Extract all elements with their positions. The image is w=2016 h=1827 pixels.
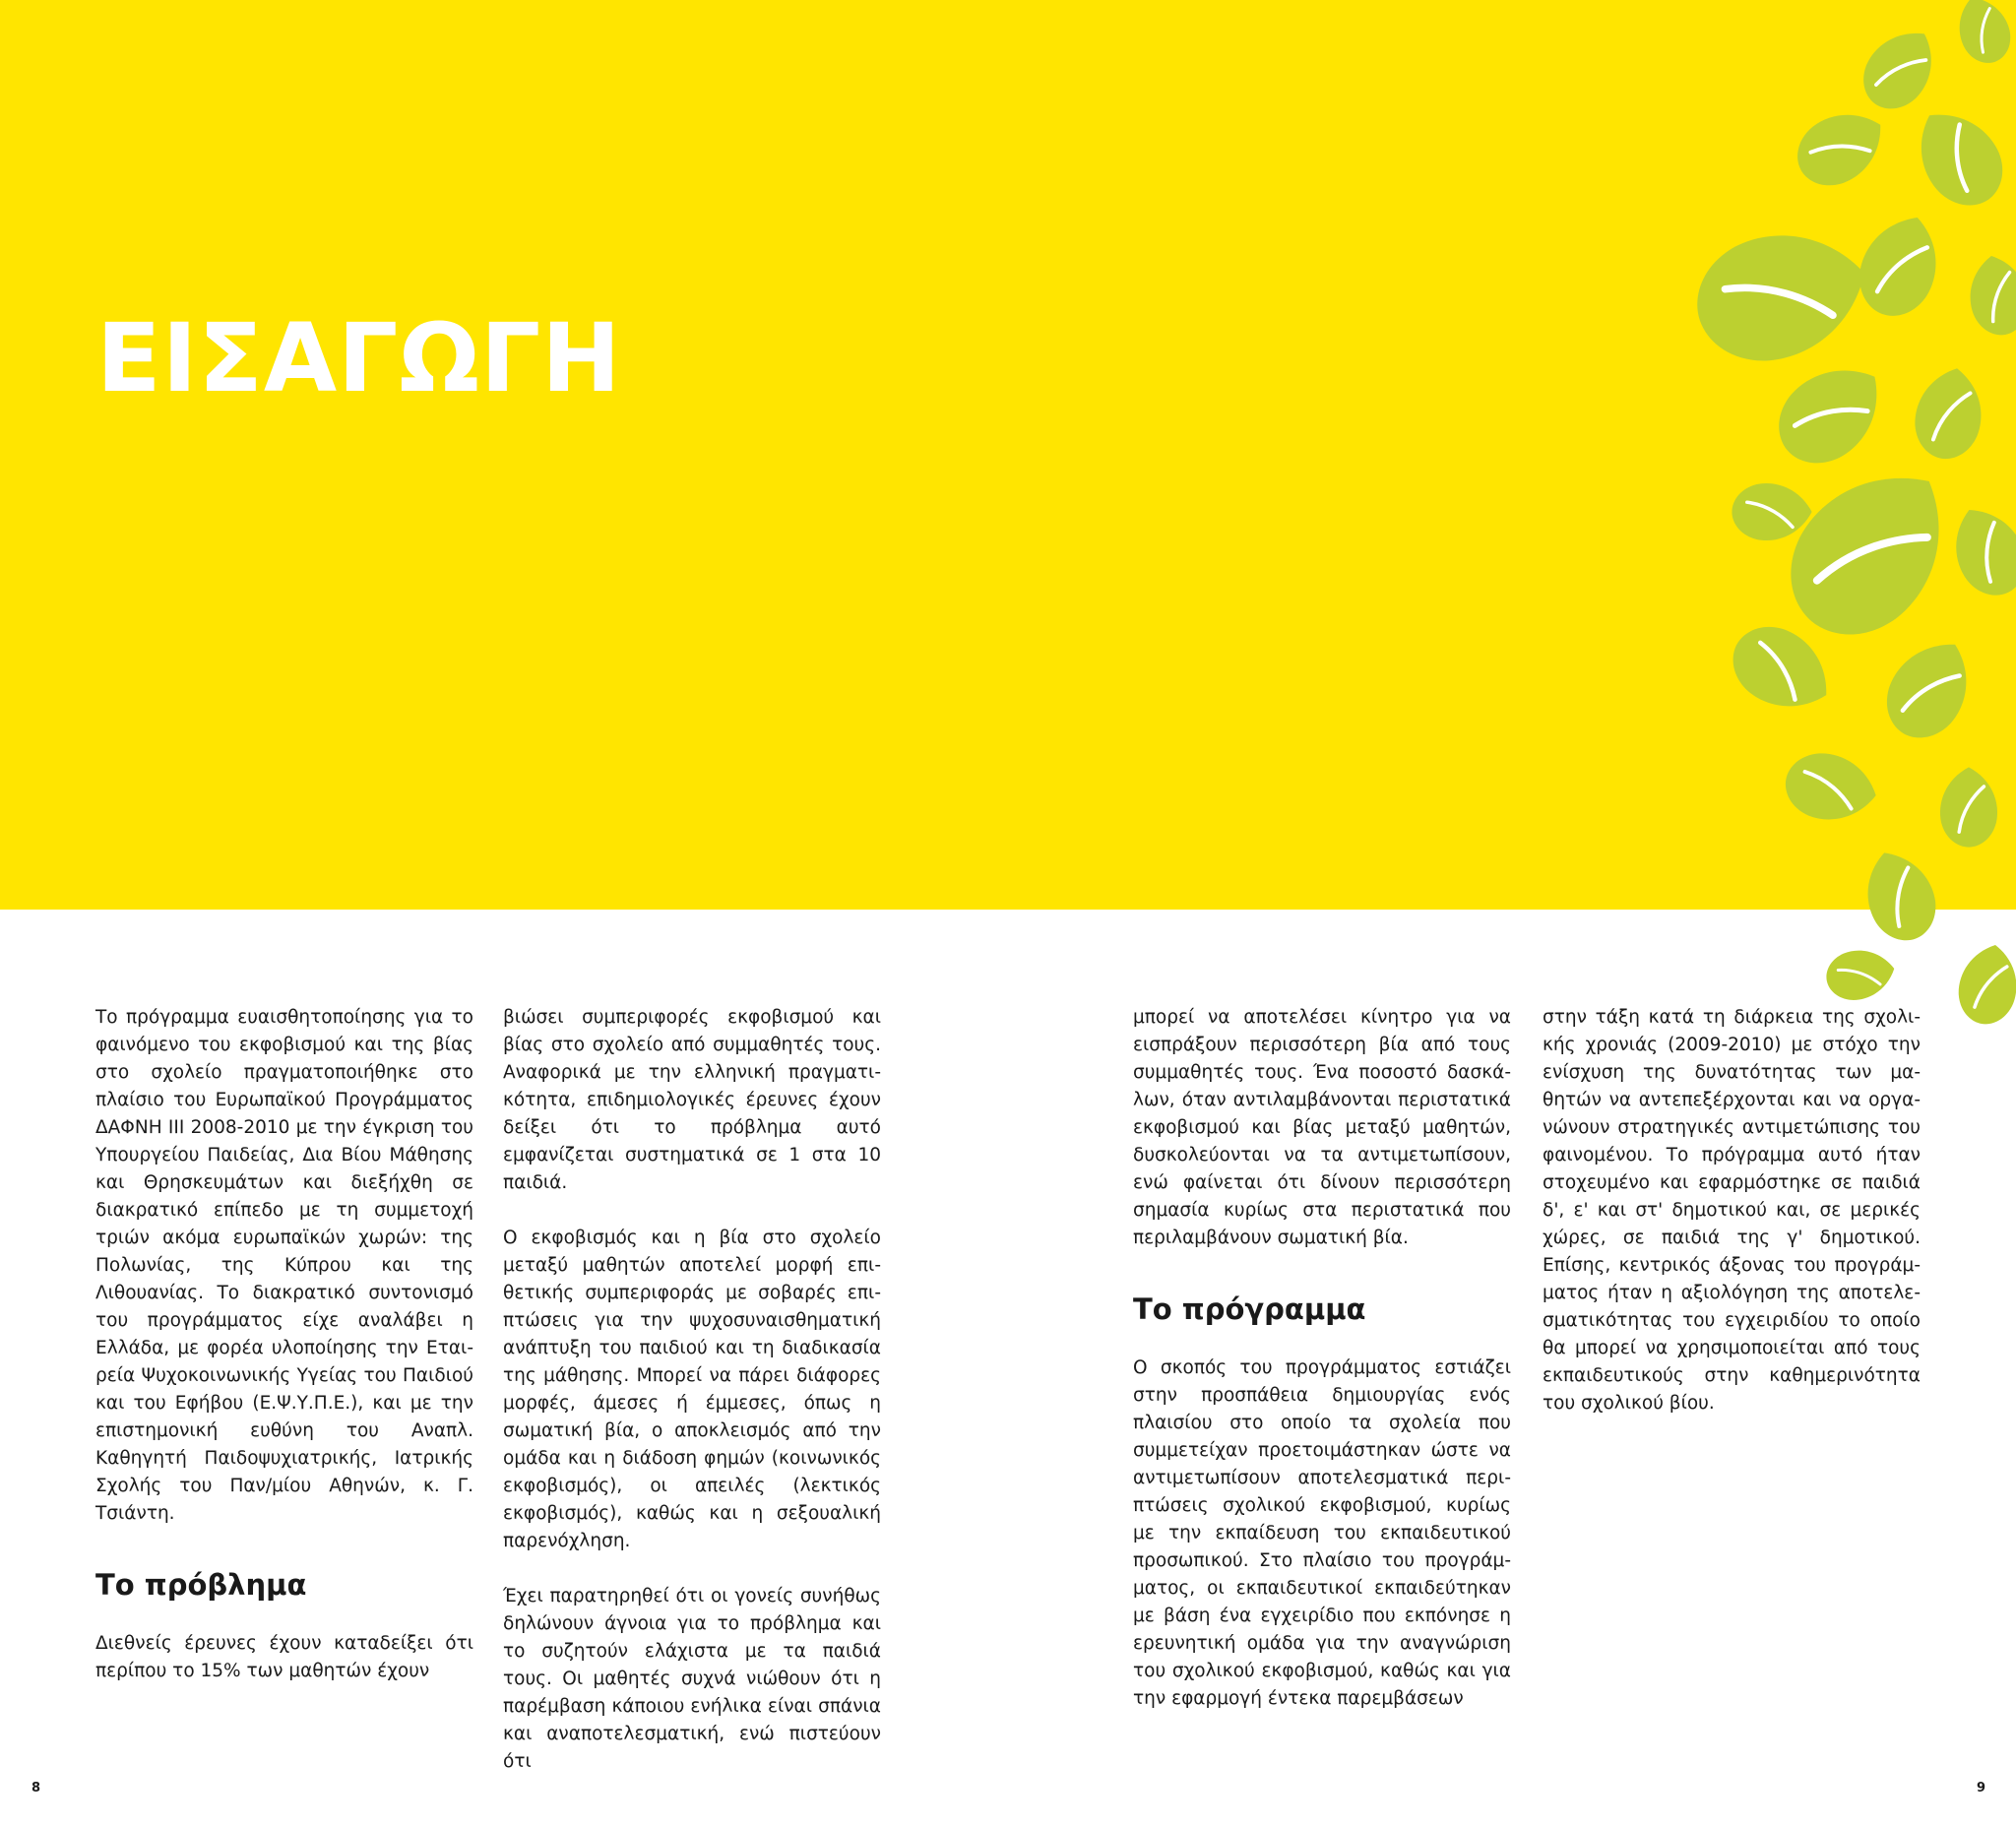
body-paragraph: βιώσει συμπεριφορές εκφοβισμού και βίας στο σχολείο από συμμαθητές τους. Αναφορικά με την ελληνική πραγματικότητα, επιδημιολογικές έρευνες έχουν δείξει ότι το πρόβλημα αυτό εμφανίζεται συστηματικά σε 1 στα 10 παιδιά.: [503, 1007, 881, 1193]
leaf-shape: [1822, 944, 1898, 1004]
body-paragraph: Έχει παρατηρηθεί ότι οι γονείς συνήθως δηλώνουν άγνοια για το πρόβλημα και το συζητούν ελάχιστα με τα παιδιά τους. Οι μαθητές συχνά νιώθουν ότι η παρέμβαση κάποιου ενήλικα είναι σπάνια και αναποτελεσματική, ενώ πιστεύουν ότι: [503, 1586, 881, 1772]
text-column-2: [503, 1004, 881, 1803]
body-paragraph: Το πρόγραμμα ευαισθητοποίησης για το φαινόμενο του εκφοβισμού και της βίας στο σχολείο πραγματοποιήθηκε στο πλαίσιο του Ευρωπαϊκού Προγράμματος ΔΑΦΝΗ ΙΙΙ 2008-2010 με την έγκριση του Υπουργείου Παιδείας, Δια Βίου Μάθησης και Θρησκευμάτων και διεξήχθη σε διακρατικό επίπεδο με τη συμμετοχή τριών ακόμα ευρωπαϊκών χωρών: της Πολωνίας, της Κύπρου και της Λιθουανίας. Το διακρατικό συντονισμό του προγράμματος είχε αναλάβει η Ελλάδα, με φορέα υλοποίησης την Εταιρεία Ψυχοκοινωνικής Υγείας του Παιδιού και του Εφήβου (Ε.Ψ.Υ.Π.Ε.), και με την επιστημονική ευθύνη του Αναπλ. Καθηγητή Παιδοψυχιατρικής, Ιατρικής Σχολής του Παν/μίου Αθηνών, κ. Γ. Τσιάντη.: [95, 1007, 473, 1524]
section-heading: Το πρόγραμμα: [1133, 1292, 1366, 1326]
page-title: ΕΙΣΑΓΩΓΗ: [96, 303, 622, 413]
leaf-shape: [1732, 483, 1811, 540]
body-paragraph: Ο εκφοβισμός και η βία στο σχολείο μεταξύ μαθητών αποτελεί μορφή επιθετικής συμπεριφοράς με σοβαρές επιπτώσεις για την ψυχοσυναισθηματική ανάπτυξη του παιδιού και τη διαδικασία της μάθησης. Μπορεί να πάρει διάφορες μορφές, άμεσες ή έμμεσες, όπως η σωματική βία, ο αποκλεισμός από την ομάδα και η διάδοση φημών (κοινωνικός εκφοβισμός), οι απειλές (λεκτικός εκφοβισμός), καθώς και η σεξουαλική παρενόχληση.: [503, 1228, 881, 1551]
section-heading: Το πρόβλημα: [95, 1568, 307, 1602]
page-number-left: 8: [32, 1781, 41, 1796]
leaf-shape: [1949, 0, 2016, 70]
leaf-shape: [1953, 940, 2016, 1029]
body-paragraph: Ο σκοπός του προγράμματος εστιάζει στην προσπάθεια δημιουργίας ενός πλαισίου στο οποίο τα σχολεία που συμμετείχαν προετοιμάστηκαν ώστε να αντιμετωπίσουν αποτελεσματικά περιπτώσεις σχολικού εκφοβισμού, κυρίως με την εκπαίδευση του εκπαιδευτικού προσωπικού. Στο πλαίσιο του προγράμματος, οι εκπαιδευτικοί εκπαιδεύτηκαν με βάση ένα εγχειρίδιο που εκπόνησε η ερευνητική ομάδα για την αναγνώριση του σχολικού εκφοβισμού, καθώς και για την εφαρμογή έντεκα παρεμβάσεων: [1133, 1357, 1511, 1709]
text-column-1: [95, 1004, 473, 1713]
body-paragraph: μπορεί να αποτελέσει κίνητρο για να εισπράξουν περισσότερη βία από τους συμμαθητές τους. Ένα ποσοστό δασκάλων, όταν αντιλαμβάνονται περιστατικά εκφοβισμού και βίας μεταξύ μαθητών, δυσκολεύονται να τα αντιμετωπίσουν, ενώ φαίνεται ότι δίνουν περισσότερη σημασία κυρίως στα περιστατικά που περιλαμβάνουν σωματική βία.: [1133, 1007, 1511, 1248]
leaf-shape: [1781, 747, 1882, 827]
leaf-shape: [1761, 346, 1901, 481]
text-column-3: [1133, 1004, 1511, 1740]
leaf-shape: [1963, 251, 2016, 340]
leaf-shape: [1899, 94, 2016, 220]
leaf-shape: [1872, 626, 1987, 752]
leaf-shape: [1854, 842, 1946, 950]
text-column-4: [1543, 1004, 1921, 1445]
leaf-shape: [1848, 205, 1952, 327]
leaf-decoration: [1673, 0, 2016, 1102]
leaf-shape: [1939, 496, 2016, 606]
leaf-shape: [1762, 439, 1980, 663]
leaf-shape: [1683, 214, 1880, 376]
leaf-shape: [1785, 96, 1897, 199]
body-paragraph: Διεθνείς έρευνες έχουν καταδείξει ότι περίπου το 15% των μαθητών έχουν: [95, 1633, 473, 1681]
leaf-shape: [1909, 363, 1988, 465]
leaf-shape: [1940, 767, 1997, 847]
body-paragraph: στην τάξη κατά τη διάρκεια της σχολικής χρονιάς (2009-2010) με στόχο την ενίσχυση της δυνατότητας των μαθητών να αντεπεξέρχονται και να οργανώνουν στρατηγικές αντιμετώπισης του φαινομένου. Το πρόγραμμα αυτό ήταν στοχευμένο και εφαρμόστηκε σε παιδιά δ', ε' και στ' δημοτικού και, σε μερικές χώρες, σε παιδιά της γ' δημοτικού. Επίσης, κεντρικός άξονας του προγράμματος ήταν η αξιολόγηση της αποτελεσματικότητας του εγχειριδίου το οποίο θα μπορεί να χρησιμοποιείται από τους εκπαιδευτικούς στην καθημερινότητα του σχολικού βίου.: [1543, 1007, 1921, 1414]
page-number-right: 9: [1977, 1781, 1986, 1796]
leaf-shape: [1851, 17, 1950, 122]
